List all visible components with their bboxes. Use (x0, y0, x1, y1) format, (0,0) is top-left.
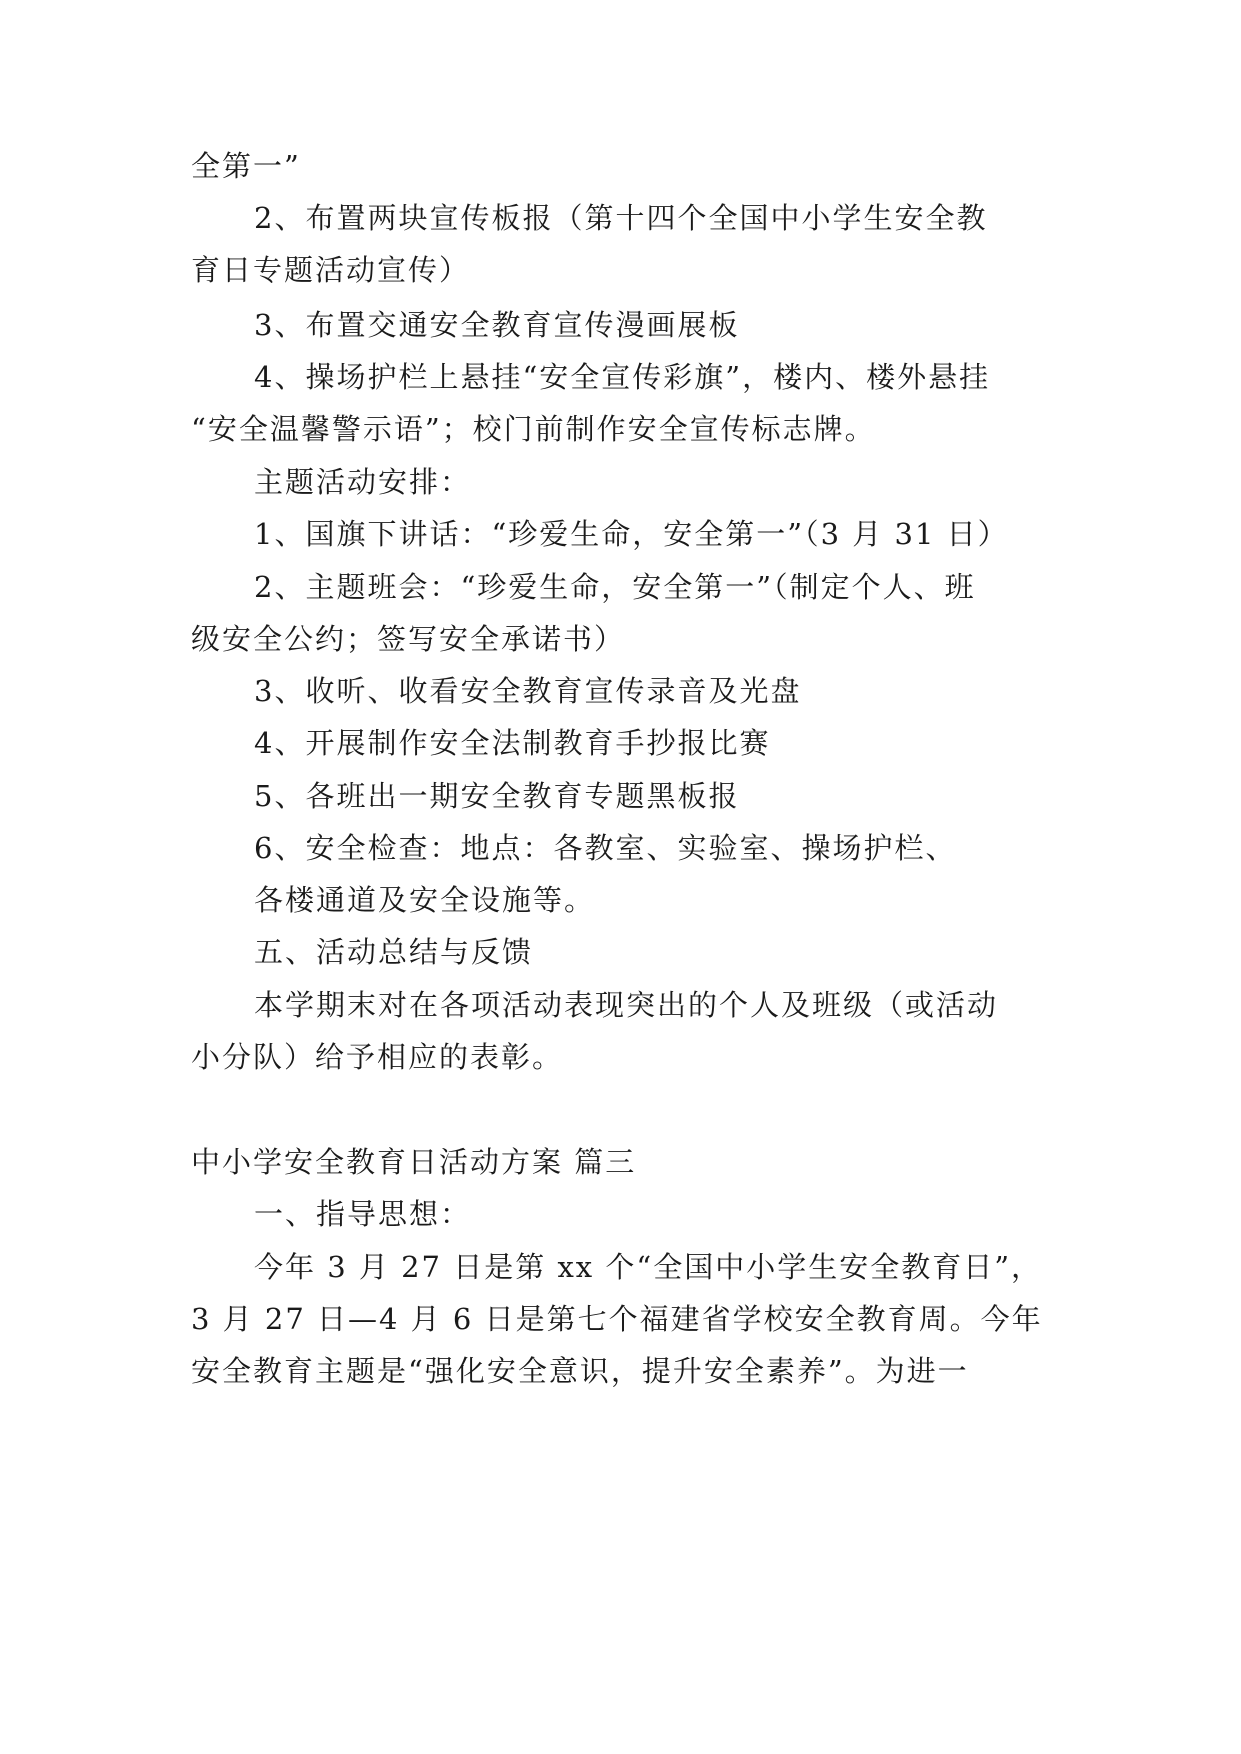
text-line: “安全温馨警示语”；校门前制作安全宣传标志牌。 (191, 412, 876, 446)
text-line: 一、指导思想： (254, 1197, 472, 1231)
text-line: 育日专题活动宣传） (191, 253, 471, 287)
text-line: 本学期末对在各项活动表现突出的个人及班级（或活动 (254, 988, 999, 1022)
text-line: 2、主题班会：“珍爱生命，安全第一”（制定个人、班 (254, 570, 976, 604)
text-line: 4、开展制作安全法制教育手抄报比赛 (254, 726, 771, 760)
text-line: 安全教育主题是“强化安全意识，提升安全素养”。为进一 (191, 1354, 969, 1388)
text-line: 小分队）给予相应的表彰。 (191, 1040, 564, 1074)
text-line: 5、各班出一期安全教育专题黑板报 (254, 779, 740, 813)
section-heading: 中小学安全教育日活动方案 篇三 (191, 1145, 637, 1179)
text-line: 2、布置两块宣传板报（第十四个全国中小学生安全教 (254, 201, 988, 235)
text-line: 五、活动总结与反馈 (254, 935, 534, 969)
text-line: 4、操场护栏上悬挂“安全宣传彩旗”，楼内、楼外悬挂 (254, 360, 991, 394)
text-line: 1、国旗下讲话：“珍爱生命，安全第一”（3 月 31 日） (254, 517, 1009, 551)
text-line: 3、布置交通安全教育宣传漫画展板 (254, 308, 740, 342)
text-line: 级安全公约；签写安全承诺书） (191, 622, 626, 656)
text-line: 3、收听、收看安全教育宣传录音及光盘 (254, 674, 802, 708)
text-line: 3 月 27 日—4 月 6 日是第七个福建省学校安全教育周。今年 (191, 1302, 1043, 1336)
text-line: 6、安全检查：地点：各教室、实验室、操场护栏、 (254, 831, 957, 865)
text-line: 全第一” (191, 149, 301, 183)
text-line: 各楼通道及安全设施等。 (254, 883, 596, 917)
text-line: 主题活动安排： (254, 465, 472, 499)
text-line: 今年 3 月 27 日是第 xx 个“全国中小学生安全教育日”， (254, 1250, 1043, 1284)
